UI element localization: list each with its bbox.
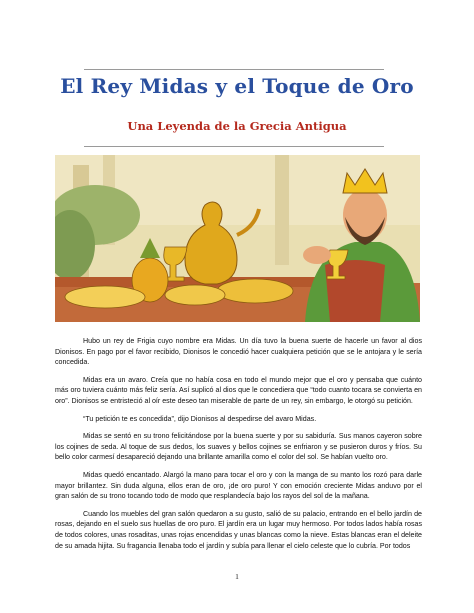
paragraph: “Tu petición te es concedida”, dijo Dionisos al despedirse del avaro Midas. (83, 414, 317, 423)
paragraph: Midas era un avaro. Creía que no había cosa en todo el mundo mejor que el oro y pensaba que cuánto más oro tuviera cuánto más feliz sería. Así suplicó al dios que le concediera que “todo cuanto tocara se convierta en oro”. Dionisos se entristeció al oír este deseo tan miserable de parte de un rey, sin embargo, le otorgó su petición. (55, 375, 422, 405)
paragraph: Midas se sentó en su trono felicitándose por la buena suerte y por su sabiduría. Sus manos cayeron sobre los cojines de seda. Al toque de sus dedos, los suaves y bellos cojines se enfriaron y se pusieron duros y fríos. Su bello color carmesí desapareció dejando una brillante amarilla como el color del sol. Se habían vuelto oro. (55, 432, 422, 462)
king-midas-illustration (55, 155, 420, 322)
page-subtitle: Una Leyenda de la Grecia Antigua (127, 119, 347, 133)
paragraph: Hubo un rey de Frigia cuyo nombre era Midas. Un día tuvo la buena suerte de hacerle un favor al dios Dionisos. En pago por el favor recibido, Dionisos le concedió hacer cualquiera petición que se le antojara y le sería concedida. (55, 337, 422, 367)
paragraph: Midas quedó encantado. Alargó la mano para tocar el oro y con la manga de su manto los rozó para darle mayor brillantez. Sin duda alguna, ellos eran de oro, ¡de oro puro! Y con emoción creciente Midas anduvo por el gran salón de su trono tocando todo de modo que resplandecía bajo los rayos del sol de la mañana. (55, 470, 422, 501)
paragraph: Cuando los muebles del gran salón quedaron a su gusto, salió de su palacio, entrando en el bello jardín de rosas, dejando en el suelo sus huellas de oro puro. El jardín era un lugar muy hermoso. Por todos lados había rosas de todos colores, unas rosaditas, unas rojas encendidas y unas blancas como la nieve. Estas blancas eran el deleite de su amada hijita. Su fragancia llenaba todo el jardín y subía para llenar el cielo celeste que lo cubría. Por todos (55, 509, 422, 550)
top-divider (84, 69, 384, 70)
page-number: 1 (235, 572, 239, 581)
page-title: El Rey Midas y el Toque de Oro (60, 74, 414, 98)
bottom-divider (84, 146, 384, 147)
story-body (55, 336, 422, 558)
